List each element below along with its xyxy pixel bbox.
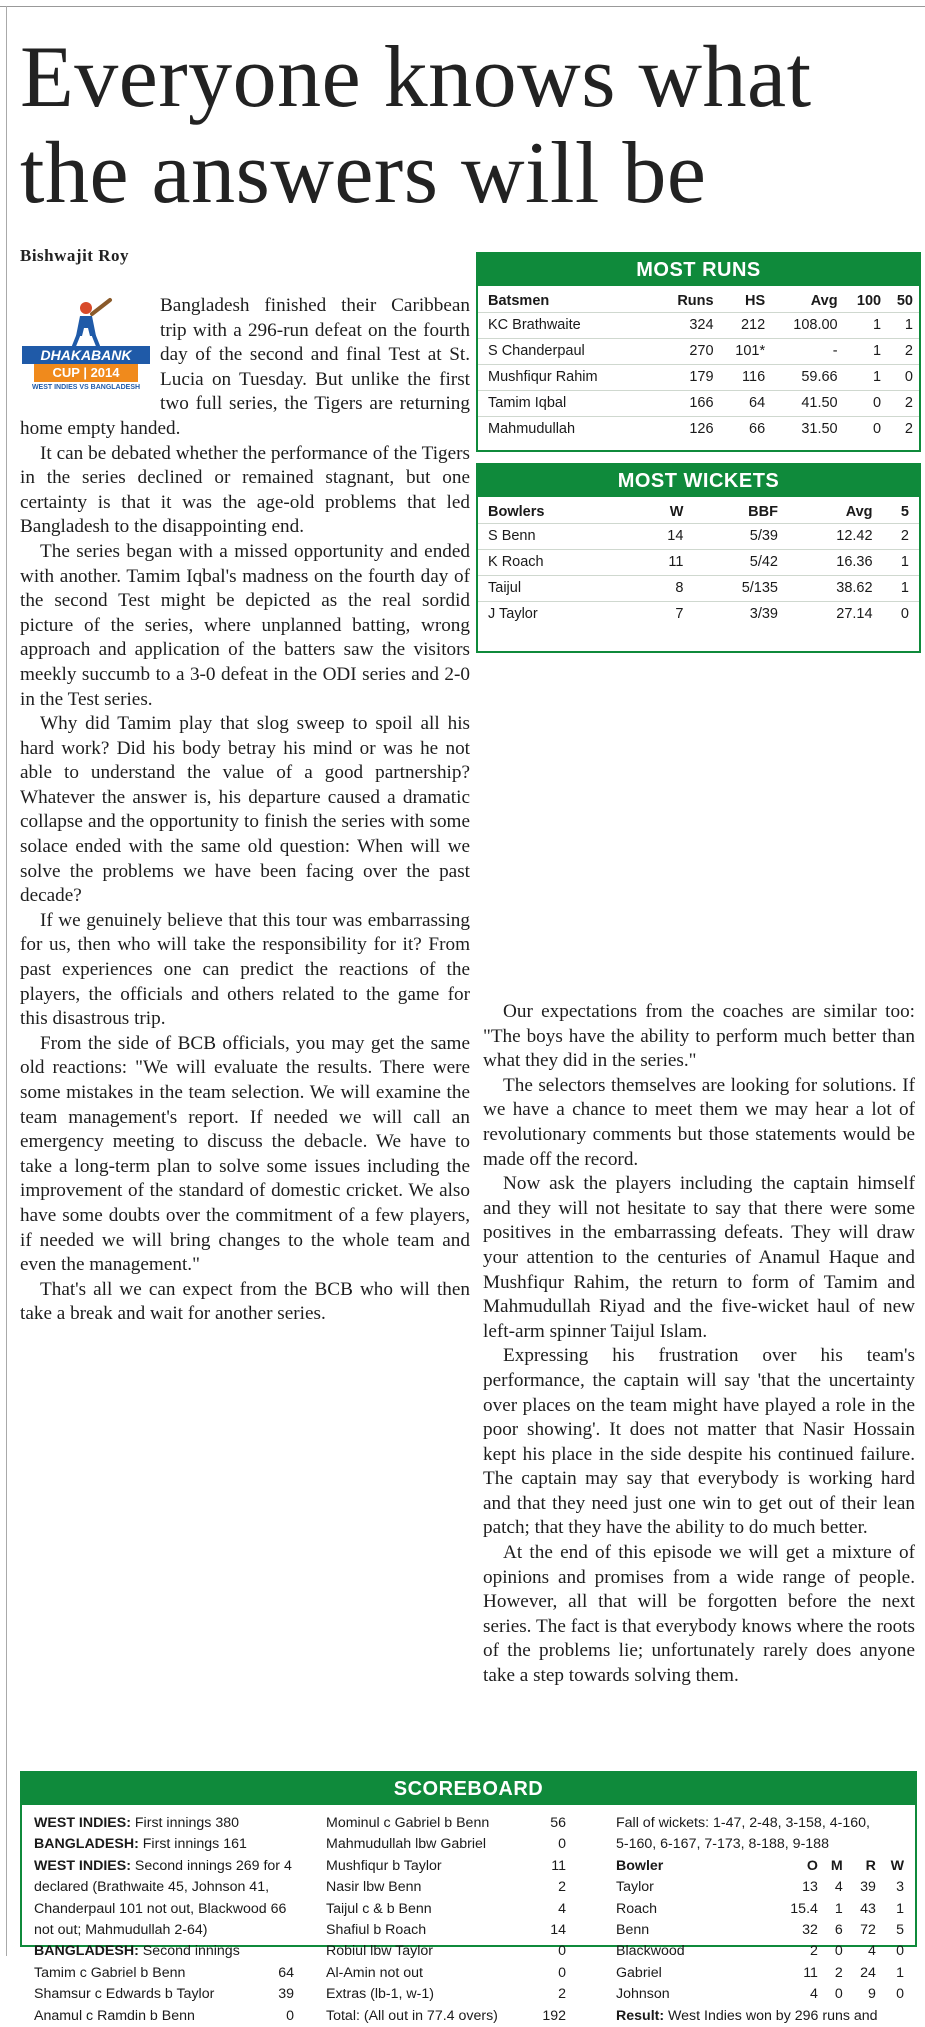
cell: 16.36 [836,554,873,570]
paragraph: Bangladesh finished their Caribbean trip with a 296-run defeat on the fourth day of the second and final Test at St. Lucia on Tuesday. But unlike the first two full series, the Tigers are returning home empty handed. [20,295,470,439]
cell: 1 [896,1964,904,1981]
col-header: Avg [810,293,838,309]
runs: 14 [550,1921,566,1938]
cell: 2 [904,395,913,411]
cell: 116 [742,369,766,385]
cell: 59.66 [801,369,838,385]
batting-line [34,1984,294,2005]
col-header: W [890,1857,904,1874]
runs: 0 [558,1943,566,1960]
table-row [616,1877,904,1898]
batsman: Mushfiqur b Taylor [326,1857,442,1874]
cell: 1 [900,580,909,596]
col-header: BBF [748,504,778,520]
table-row [478,365,919,391]
batsman: Robiul lbw Taylor [326,1943,433,1960]
table-row [478,417,919,443]
cell: 38.62 [836,580,873,596]
scoreboard-col1 [34,1813,317,2027]
result-line [616,2006,904,2027]
cell: Mushfiqur Rahim [488,369,598,385]
paragraph: Why did Tamim play that slog sweep to spoil all his hard work? Did his body betray his mind or was he not able to understand the value of a good partnership? Whatever the answer is, his departure caused a dramatic collapse and the opportunity to finish the series with some solace ended with the same old question: When will we solve the problems we have been facing over the past decade? [20,713,470,907]
cell: 1 [873,369,882,385]
cell: S Chanderpaul [488,343,585,359]
cell: 7 [675,606,684,622]
cell: 43 [860,1900,876,1917]
innings-line [34,1941,317,1962]
table-row [616,1984,904,2005]
most-wickets-table [478,501,919,627]
cell: 4 [810,1986,818,2003]
most-runs-title: MOST RUNS [478,254,919,286]
cell: 11 [668,554,684,570]
innings-text: declared (Brathwaite 45, Johnson 41, [34,1879,270,1896]
headline: Everyone knows what the answers will be [20,29,812,222]
col-header: R [865,1857,876,1874]
runs: 64 [278,1964,294,1981]
paragraph: The selectors themselves are looking for solutions. If we have a chance to meet them we may hear a lot of revolutionary comments but those statements would be made off the record. [483,1074,915,1170]
team-label: WEST INDIES: [34,1857,131,1874]
table-row [616,1941,904,1962]
col-header: M [830,1857,843,1874]
left-rule [6,6,7,1956]
paragraph: Expressing his frustration over his team's performance, the captain will say 'that the uncertainty over places on the team might have played a role in the poor showing'. It does not matter that Nasir Hossain kept his place in the side despite his continued failure. The captain may say that everybody is working hard and that they need just one win to get out of their lean patch; that they have the ability to do much better. [483,1345,915,1539]
cell: 0 [834,1986,843,2003]
table-row [478,576,919,602]
cell: 1 [873,317,882,333]
cell: Tamim Iqbal [488,395,567,411]
paragraph: Now ask the players including the captain himself and they will not hesitate to say that there were some positives in the embarrassing defeats. They will draw your attention to the centuries of Anamul Haque and Mushfiqur Rahim, the return to form of Tamim and Mahmudullah Riyad and the five-wicket haul of new left-arm spinner Taijul Islam. [483,1173,915,1342]
result-text: West Indies won by 296 runs and [664,2007,878,2024]
table-row [478,339,919,365]
cell: 0 [873,395,882,411]
batting-line [34,2006,294,2027]
table-row [616,1963,904,1984]
batting-line [326,1984,566,2005]
cell: 212 [740,317,766,333]
scoreboard-col3 [616,1813,904,2027]
batting-line [326,1834,566,1855]
scoreboard-col2 [326,1813,566,2027]
batsman: Total: (All out in 77.4 overs) [326,2007,498,2024]
batting-line [326,1813,566,1834]
innings-line [34,1899,317,1920]
bowling-table [616,1856,904,2006]
cell: K Roach [488,554,544,570]
col-header: HS [744,293,766,309]
cell: KC Brathwaite [488,317,581,333]
cell: 5/135 [741,580,778,596]
cell: 5/42 [749,554,778,570]
cell: 1 [900,554,909,570]
paragraph: At the end of this episode we will get a mixture of opinions and promises from a wide range of people. However, all that will be forgotten before the next series. The fact is that everybody knows where the roots of the problems lie; unfortunately rarely does anyone take a step towards solving them. [483,1542,915,1687]
cell: 2 [900,528,909,544]
runs: 2 [558,1879,566,1896]
innings-line [34,1920,317,1941]
innings-line [34,1813,317,1834]
runs: 11 [551,1857,566,1874]
batting-line [326,1963,566,1984]
cell: 13 [802,1879,818,1896]
logo-line2: CUP | 2014 [52,365,120,380]
paragraph: If we genuinely believe that this tour was embarrassing for us, then who will take the responsibility for it? From past experiences one can predict the reactions of the players, the officials and others related to the game for this disastrous trip. [20,909,470,1030]
innings-text: First innings 380 [130,1815,239,1831]
logo-line1: DHAKABANK [40,347,132,363]
col-header: Bowlers [488,504,545,520]
team-label: BANGLADESH: [34,1836,139,1853]
cell: 8 [675,580,684,596]
col-header: 5 [900,504,909,520]
cell: 1 [873,343,882,359]
batting-line [34,1963,294,1984]
cell: 270 [689,343,714,359]
table-row [478,602,919,628]
cell: 3 [896,1879,904,1896]
cell: 5/39 [749,528,778,544]
batsman: Extras (lb-1, w-1) [326,1986,434,2003]
cell: 11 [803,1964,818,1981]
cell: Taylor [616,1879,654,1896]
cell: 126 [689,421,714,437]
batting-line [326,1941,566,1962]
cell: Benn [616,1922,650,1938]
cell: 108.00 [793,317,838,333]
cell: 2 [810,1943,818,1960]
batting-line [326,1877,566,1898]
cell: 15.4 [790,1900,818,1917]
most-wickets-title: MOST WICKETS [478,465,919,497]
cell: 1 [904,317,913,333]
cell: 6 [834,1922,843,1938]
batsman: Shafiul b Roach [326,1921,427,1938]
col-header: 100 [856,293,882,309]
paragraph: Our expectations from the coaches are similar too: "The boys have the ability to perform much better than what they did in the series." [483,1001,915,1072]
batsman: Al-Amin not out [326,1964,423,1981]
runs: 192 [542,2007,566,2024]
batsman: Mominul c Gabriel b Benn [326,1815,490,1831]
innings-text: Second innings [138,1943,240,1960]
result-label: Result: [616,2007,665,2024]
most-runs-table [478,290,919,442]
cell: 31.50 [801,421,838,437]
batting-line [326,1920,566,1941]
innings-line [34,1834,317,1855]
cell: J Taylor [488,606,538,622]
col-header: Bowler [616,1857,664,1874]
cell: 72 [860,1922,876,1938]
cell: 9 [867,1986,876,2003]
most-wickets-box [476,463,921,653]
table-row [616,1920,904,1941]
cell: 4 [834,1879,843,1896]
cell: 14 [667,528,684,544]
article-left-column [20,294,470,1327]
fall-of-wickets: 5-160, 6-167, 7-173, 8-188, 9-188 [616,1836,829,1853]
batting-line [326,2006,566,2027]
cell: - [832,343,838,359]
batting-line [326,1856,566,1877]
runs: 56 [550,1815,566,1831]
top-rule [0,6,925,7]
cell: 3/39 [749,606,778,622]
cell: 0 [896,1986,904,2003]
batsman: Shamsur c Edwards b Taylor [34,1986,215,2003]
runs: 4 [558,1900,566,1917]
cell: Johnson [616,1986,670,2003]
runs: 0 [286,2007,294,2024]
innings-text: not out; Mahmudullah 2-64) [34,1921,208,1938]
most-runs-box [476,252,921,452]
cell: 2 [834,1964,843,1981]
col-header: 50 [896,293,913,309]
cell: Blackwood [616,1943,685,1960]
innings-text: Second innings 269 for 4 [130,1857,292,1874]
cell: Taijul [488,580,522,596]
runs: 2 [558,1986,566,2003]
col-header: Avg [845,504,873,520]
cell: Mahmudullah [488,421,576,437]
cell: 39 [860,1879,876,1896]
col-header: Batsmen [488,293,550,309]
innings-text: Chanderpaul 101 not out, Blackwood 66 [34,1900,287,1917]
runs: 39 [278,1986,294,2003]
cell: 101* [735,343,766,359]
innings-line [34,1856,317,1877]
team-label: WEST INDIES: [34,1815,131,1831]
cell: 0 [896,1943,904,1960]
cell: 2 [904,343,913,359]
scoreboard-title: SCOREBOARD [22,1773,915,1805]
byline: Bishwajit Roy [20,246,129,265]
cell: 166 [689,395,714,411]
cell: 27.14 [836,606,873,622]
cell: 32 [802,1922,818,1938]
logo-line3: WEST INDIES VS BANGLADESH [31,384,141,391]
cell: 66 [749,421,766,437]
innings-line [34,1877,317,1898]
col-header: W [669,504,684,520]
table-row [478,391,919,417]
col-header: Runs [677,293,714,309]
scoreboard-box [20,1771,917,2024]
fall-of-wickets: Fall of wickets: 1-47, 2-48, 3-158, 4-160, [616,1815,870,1831]
dhaka-bank-cup-logo [20,294,152,394]
table-row [478,524,919,550]
cell: 179 [689,369,714,385]
batting-line [326,1899,566,1920]
cell: 0 [834,1943,843,1960]
batsman: Anamul c Ramdin b Benn [34,2007,195,2024]
cell: 12.42 [836,528,873,544]
cell: 64 [749,395,766,411]
cell: 0 [904,369,913,385]
table-row [616,1899,904,1920]
cell: 324 [689,317,714,333]
runs: 0 [558,1836,566,1853]
cell: S Benn [488,528,536,544]
cell: 4 [867,1943,876,1960]
batsman: Tamim c Gabriel b Benn [34,1964,186,1981]
paragraph: It can be debated whether the performance of the Tigers in the series declined or remained stagnant, but one certainty is that it was the age-old problems that led Bangladesh to the disappointing end. [20,442,470,538]
batsman: Nasir lbw Benn [326,1879,422,1896]
batsman: Mahmudullah lbw Gabriel [326,1836,487,1853]
cell: Gabriel [616,1964,662,1981]
cell: 5 [896,1922,904,1938]
cell: 1 [896,1900,904,1917]
team-label: BANGLADESH: [34,1943,139,1960]
cell: Roach [616,1900,658,1917]
table-row [478,313,919,339]
table-row [478,550,919,576]
paragraph: That's all we can expect from the BCB who will then take a break and wait for another series. [20,1278,470,1325]
runs: 0 [558,1964,566,1981]
innings-text: First innings 161 [138,1836,247,1853]
cell: 24 [860,1964,876,1981]
batsman: Taijul c & b Benn [326,1900,432,1917]
cell: 0 [900,606,909,622]
cell: 0 [873,421,882,437]
cell: 41.50 [801,395,838,411]
col-header: O [806,1857,818,1874]
cell: 2 [904,421,913,437]
article-right-column [483,1000,915,1689]
paragraph: From the side of BCB officials, you may get the same old reactions: "We will evaluate the results. There were some mistakes in the team selection. We will examine the team management's report. If needed we will call an emergency meeting to discuss the debacle. We have to take a long-term plan to solve some issues including the improvement of the standard of domestic cricket. We also have some doubts over the commitment of a few players, if needed we will bring changes to the whole team and even the management." [20,1032,470,1276]
cell: 1 [834,1900,843,1917]
paragraph: The series began with a missed opportunity and ended with another. Tamim Iqbal's madness on the fourth day of the second Test might be depicted as the real sordid picture of the series, where unplanned batting, wrong approach and application of the batters saw the visitors meekly succumb to a 3-0 defeat in the ODI series and 2-0 in the Test series. [20,540,470,710]
